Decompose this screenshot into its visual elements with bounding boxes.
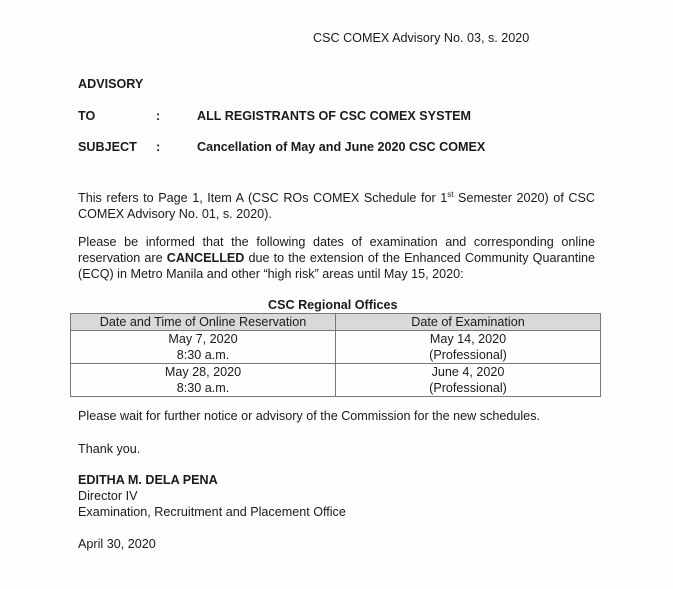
advisory-number: CSC COMEX Advisory No. 03, s. 2020 xyxy=(313,31,530,45)
paragraph-cancellation: Please be informed that the following dates of examination and corresponding online reservation are CANCELLED due to the extension of the Enhanced Community Quarantine (ECQ) in Metro Manila and other “high risk” areas until May 15, 2020: xyxy=(78,235,595,281)
paragraph-reference: This refers to Page 1, Item A (CSC ROs COMEX Schedule for 1st Semester 2020) of CSC COMEX Advisory No. 01, s. 2020). xyxy=(78,190,595,222)
signatory-office: Examination, Recruitment and Placement Office xyxy=(78,505,346,519)
examination-cell: June 4, 2020 (Professional) xyxy=(336,364,601,397)
closing: Thank you. xyxy=(78,442,141,456)
examination-cell: May 14, 2020 (Professional) xyxy=(336,331,601,364)
signatory-position: Director IV xyxy=(78,489,138,503)
signatory-name: EDITHA M. DELA PENA xyxy=(78,473,218,487)
table-row xyxy=(71,331,601,364)
reservation-cell: May 28, 2020 8:30 a.m. xyxy=(71,364,336,397)
document-date: April 30, 2020 xyxy=(78,537,156,551)
subject-colon: : xyxy=(156,140,161,154)
schedule-table xyxy=(70,313,601,397)
reservation-cell: May 7, 2020 8:30 a.m. xyxy=(71,331,336,364)
to-label: TO xyxy=(78,109,96,123)
subject-label: SUBJECT xyxy=(78,140,137,154)
document-title: ADVISORY xyxy=(78,77,144,91)
to-colon: : xyxy=(156,109,161,123)
to-value: ALL REGISTRANTS OF CSC COMEX SYSTEM xyxy=(197,109,472,123)
header-reservation: Date and Time of Online Reservation xyxy=(71,314,336,331)
table-row xyxy=(71,364,601,397)
subject-value: Cancellation of May and June 2020 CSC COMEX xyxy=(197,140,486,154)
table-header-row xyxy=(71,314,601,331)
table-title: CSC Regional Offices xyxy=(268,298,398,312)
paragraph-notice: Please wait for further notice or advisory of the Commission for the new schedules. xyxy=(78,409,540,423)
header-examination: Date of Examination xyxy=(336,314,601,331)
